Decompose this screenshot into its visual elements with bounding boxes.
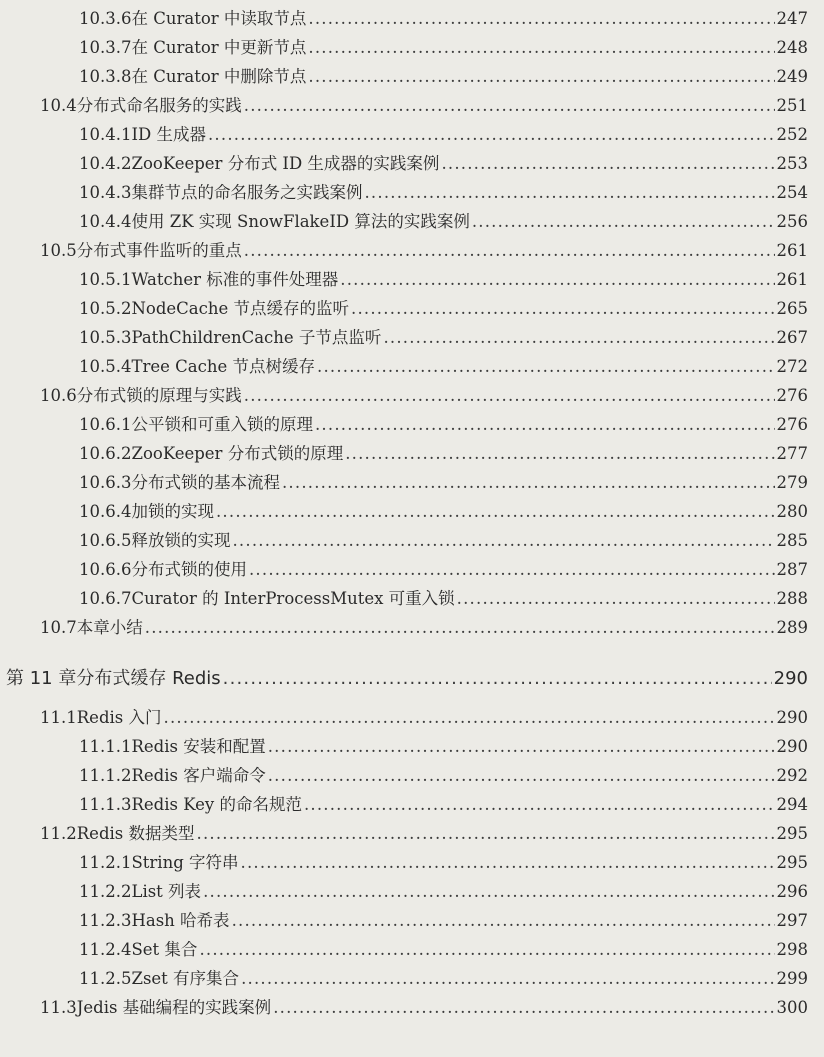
toc-entry-title: Redis 安装和配置 — [131, 737, 266, 756]
toc-entry-number: 11.1.2 — [79, 766, 132, 785]
toc-entry-title: Tree Cache 节点树缓存 — [131, 357, 315, 376]
toc-entry — [79, 471, 808, 495]
toc-entry-number: 10.3.6 — [79, 9, 132, 28]
toc-entry-title: Curator 的 InterProcessMutex 可重入锁 — [131, 589, 455, 608]
toc-entry-number: 10.5.4 — [79, 357, 132, 376]
toc-entry — [79, 152, 808, 176]
toc-entry-title: 分布式锁的使用 — [131, 560, 247, 579]
toc-entry-page: 261 — [776, 241, 808, 260]
toc-entry-page: 285 — [776, 531, 808, 550]
toc-entry-number: 10.4.4 — [79, 212, 132, 231]
toc-entry-title: 分布式锁的原理与实践 — [76, 386, 242, 405]
toc-dot-leader — [315, 413, 775, 437]
toc-dot-leader — [345, 442, 774, 466]
toc-entry-title: 分布式缓存 Redis — [76, 668, 221, 689]
toc-entry-page: 267 — [776, 328, 808, 347]
toc-entry — [79, 123, 808, 147]
toc-entry-page: 288 — [776, 589, 808, 608]
toc-entry-number: 10.6 — [40, 386, 77, 405]
toc-entry — [79, 587, 808, 611]
toc-entry-title: 在 Curator 中更新节点 — [131, 38, 307, 57]
toc-dot-leader — [208, 123, 775, 147]
toc-entry-title: 集群节点的命名服务之实践案例 — [131, 183, 363, 202]
toc-entry-number: 10.5.3 — [79, 328, 132, 347]
toc-entry — [79, 529, 808, 553]
toc-entry-page: 253 — [776, 154, 808, 173]
toc-entry-page: 277 — [776, 444, 808, 463]
toc-entry-page: 298 — [776, 940, 808, 959]
toc-dot-leader — [268, 735, 775, 759]
toc-entry-page: 272 — [776, 357, 808, 376]
toc-dot-leader — [244, 239, 775, 263]
toc-entry — [79, 210, 808, 234]
toc-entry-page: 251 — [776, 96, 808, 115]
toc-dot-leader — [232, 529, 774, 553]
toc-entry-title: Redis 客户端命令 — [131, 766, 266, 785]
toc-entry-page: 254 — [776, 183, 808, 202]
toc-entry-number: 10.5.2 — [79, 299, 132, 318]
toc-entry-page: 256 — [776, 212, 808, 231]
toc-entry — [79, 500, 808, 524]
toc-entry-page: 247 — [776, 9, 808, 28]
toc-entry-number: 10.6.7 — [79, 589, 132, 608]
toc-dot-leader — [317, 355, 775, 379]
toc-entry-page: 280 — [776, 502, 808, 521]
toc-entry-page: 296 — [776, 882, 808, 901]
toc-dot-leader — [304, 793, 775, 817]
toc-entry-title: NodeCache 节点缓存的监听 — [131, 299, 350, 318]
toc-dot-leader — [441, 152, 774, 176]
toc-entry — [79, 268, 808, 292]
toc-entry-page: 252 — [776, 125, 808, 144]
toc-entry-number: 10.3.7 — [79, 38, 132, 57]
toc-entry — [79, 181, 808, 205]
toc-entry — [79, 297, 808, 321]
toc-dot-leader — [457, 587, 775, 611]
toc-dot-leader — [241, 967, 774, 991]
toc-entry — [79, 880, 808, 904]
toc-entry-number: 11.3 — [40, 998, 77, 1017]
toc-entry-number: 11.2 — [40, 824, 77, 843]
toc-entry-title: ZooKeeper 分布式锁的原理 — [131, 444, 344, 463]
toc-entry — [79, 558, 808, 582]
toc-entry-page: 290 — [776, 737, 808, 756]
toc-entry — [40, 822, 808, 846]
toc-dot-leader — [145, 616, 775, 640]
toc-entry-number: 10.5 — [40, 241, 77, 260]
toc-dot-leader — [241, 851, 775, 875]
toc-entry-title: Set 集合 — [131, 940, 198, 959]
toc-entry-number: 11.1.3 — [79, 795, 132, 814]
toc-entry-page: 295 — [776, 853, 808, 872]
toc-entry — [79, 938, 808, 962]
toc-entry-number: 10.7 — [40, 618, 77, 637]
toc-entry — [40, 384, 808, 408]
toc-entry-title: List 列表 — [131, 882, 202, 901]
toc-entry-title: ZooKeeper 分布式 ID 生成器的实践案例 — [131, 154, 440, 173]
toc-entry-page: 279 — [776, 473, 808, 492]
toc-dot-leader — [308, 36, 774, 60]
toc-entry-title: 公平锁和可重入锁的原理 — [131, 415, 313, 434]
toc-dot-leader — [268, 764, 775, 788]
toc-entry-number: 11.2.5 — [79, 969, 132, 988]
toc-entry-page: 276 — [776, 415, 808, 434]
toc-entry — [40, 616, 808, 640]
toc-entry-number: 11.2.4 — [79, 940, 132, 959]
toc-entry — [79, 764, 808, 788]
toc-dot-leader — [244, 384, 775, 408]
toc-entry-title: 使用 ZK 实现 SnowFlakeID 算法的实践案例 — [131, 212, 470, 231]
toc-dot-leader — [197, 822, 775, 846]
toc-entry — [79, 909, 808, 933]
toc-entry — [40, 239, 808, 263]
toc-dot-leader — [203, 880, 774, 904]
toc-entry — [40, 706, 808, 730]
toc-entry-page: 249 — [776, 67, 808, 86]
toc-entry — [79, 793, 808, 817]
toc-dot-leader — [223, 667, 772, 691]
toc-entry-page: 300 — [776, 998, 808, 1017]
toc-entry-number: 10.4.3 — [79, 183, 132, 202]
toc-entry-number: 10.6.3 — [79, 473, 132, 492]
toc-entry-title: 释放锁的实现 — [131, 531, 231, 550]
toc-dot-leader — [351, 297, 774, 321]
toc-entry — [79, 735, 808, 759]
toc-entry-page: 276 — [776, 386, 808, 405]
toc-dot-leader — [472, 210, 775, 234]
toc-entry-title: String 字符串 — [131, 853, 239, 872]
toc-entry-title: 本章小结 — [76, 618, 143, 637]
toc-entry-title: 分布式命名服务的实践 — [76, 96, 242, 115]
toc-entry — [79, 65, 808, 89]
toc-entry-number: 第 11 章 — [6, 668, 77, 689]
toc-entry — [40, 996, 808, 1020]
toc-entry-title: 在 Curator 中读取节点 — [131, 9, 307, 28]
toc-entry-number: 11.1 — [40, 708, 77, 727]
toc-dot-leader — [308, 7, 774, 31]
toc-dot-leader — [232, 909, 775, 933]
toc-dot-leader — [340, 268, 774, 292]
toc-entry — [40, 94, 808, 118]
toc-entry-title: Redis 入门 — [76, 708, 162, 727]
toc-dot-leader — [364, 181, 774, 205]
toc-dot-leader — [216, 500, 775, 524]
toc-entry-number: 11.2.2 — [79, 882, 132, 901]
toc-entry-number: 10.6.1 — [79, 415, 132, 434]
toc-entry-page: 248 — [776, 38, 808, 57]
toc-entry-title: Redis 数据类型 — [76, 824, 195, 843]
toc-dot-leader — [383, 326, 774, 350]
toc-entry-number: 10.5.1 — [79, 270, 132, 289]
toc-entry — [79, 413, 808, 437]
toc-entry-page: 289 — [776, 618, 808, 637]
toc-entry-number: 11.2.3 — [79, 911, 132, 930]
toc-entry — [79, 355, 808, 379]
toc-entry-number: 10.6.6 — [79, 560, 132, 579]
toc-entry-number: 11.2.1 — [79, 853, 132, 872]
toc-entry — [79, 326, 808, 350]
toc-entry-title: 分布式事件监听的重点 — [76, 241, 242, 260]
toc-entry-page: 294 — [776, 795, 808, 814]
toc-entry-title: PathChildrenCache 子节点监听 — [131, 328, 382, 347]
toc-entry-page: 261 — [776, 270, 808, 289]
toc-entry-page: 292 — [776, 766, 808, 785]
toc-entry-title: Hash 哈希表 — [131, 911, 230, 930]
toc-entry-page: 295 — [776, 824, 808, 843]
toc-entry-title: Redis Key 的命名规范 — [131, 795, 302, 814]
toc-entry-title: Jedis 基础编程的实践案例 — [76, 998, 272, 1017]
toc-entry-page: 299 — [776, 969, 808, 988]
toc-entry-title: 分布式锁的基本流程 — [131, 473, 280, 492]
toc-entry — [79, 442, 808, 466]
toc-entry-number: 10.4 — [40, 96, 77, 115]
toc-entry-number: 10.6.2 — [79, 444, 132, 463]
toc-dot-leader — [164, 706, 775, 730]
toc-chapter-entry — [6, 667, 808, 691]
toc-entry-page: 287 — [776, 560, 808, 579]
toc-entry-title: ID 生成器 — [131, 125, 206, 144]
toc-dot-leader — [199, 938, 774, 962]
toc-entry-number: 10.4.2 — [79, 154, 132, 173]
toc-entry — [79, 36, 808, 60]
toc-entry-title: 在 Curator 中删除节点 — [131, 67, 307, 86]
toc-entry-page: 290 — [776, 708, 808, 727]
toc-dot-leader — [282, 471, 775, 495]
toc-entry-page: 265 — [776, 299, 808, 318]
toc-entry-number: 10.3.8 — [79, 67, 132, 86]
toc-entry-number: 10.6.4 — [79, 502, 132, 521]
toc-dot-leader — [273, 996, 774, 1020]
toc-dot-leader — [244, 94, 775, 118]
toc-entry-page: 290 — [773, 668, 808, 689]
toc-entry — [79, 7, 808, 31]
toc-dot-leader — [249, 558, 775, 582]
toc-entry — [79, 967, 808, 991]
toc-entry-title: Zset 有序集合 — [131, 969, 240, 988]
toc-entry-title: Watcher 标准的事件处理器 — [131, 270, 339, 289]
toc-entry-number: 11.1.1 — [79, 737, 132, 756]
toc-entry-page: 297 — [776, 911, 808, 930]
toc-entry — [79, 851, 808, 875]
toc-dot-leader — [308, 65, 774, 89]
toc-entry-title: 加锁的实现 — [131, 502, 214, 521]
toc-entry-number: 10.6.5 — [79, 531, 132, 550]
toc-entry-number: 10.4.1 — [79, 125, 132, 144]
